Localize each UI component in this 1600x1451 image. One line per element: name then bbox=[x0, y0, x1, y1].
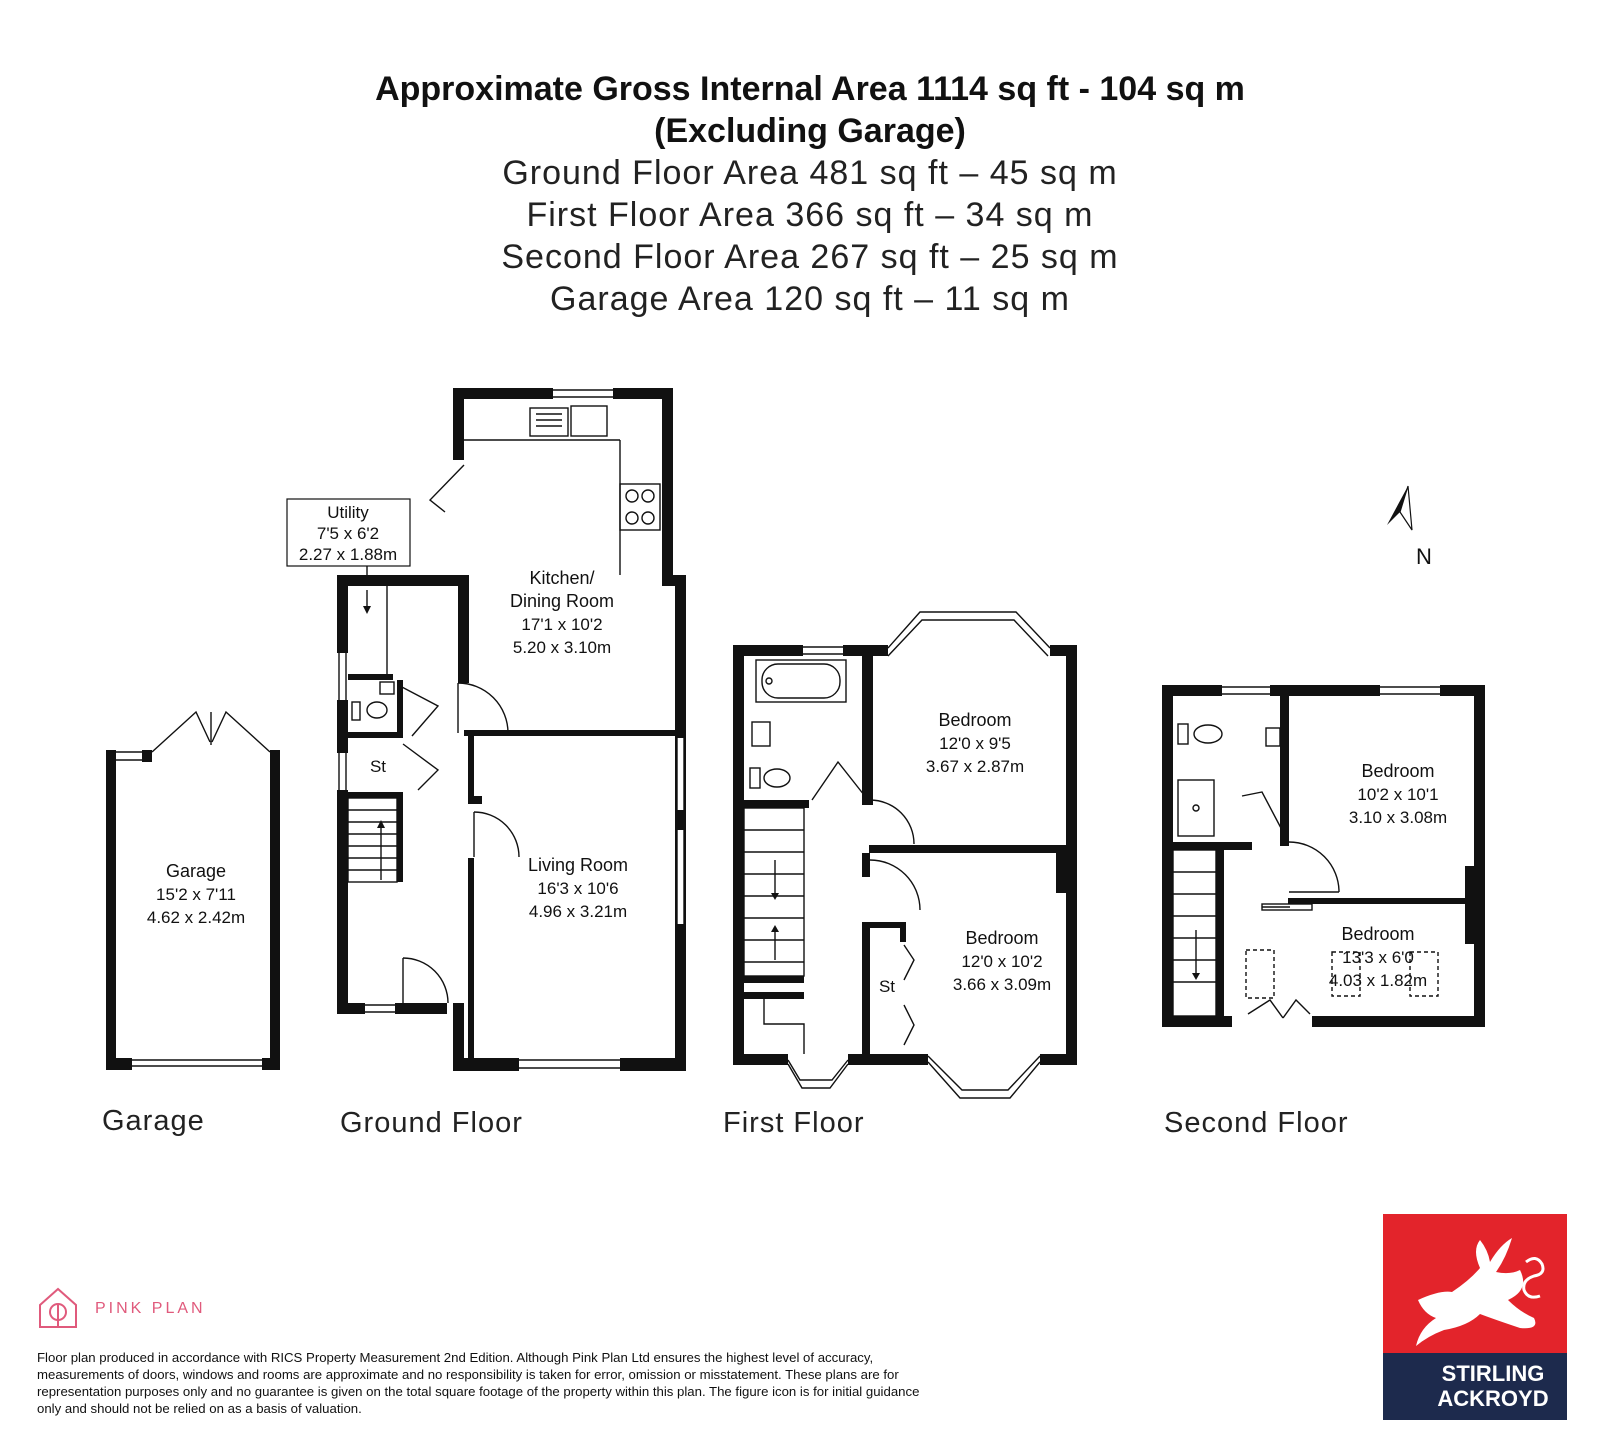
garage-room-metric: 4.62 x 2.42m bbox=[146, 908, 246, 927]
ground-floor-label: Ground Floor bbox=[340, 1107, 523, 1139]
gross-area-title: Approximate Gross Internal Area 1114 sq ft - 104 sq m bbox=[375, 70, 1245, 108]
compass-north-label: N bbox=[1416, 544, 1432, 569]
second-bedroom-2-name: Bedroom bbox=[1341, 924, 1415, 944]
second-bedroom-1-name: Bedroom bbox=[1361, 761, 1435, 781]
second-floor-label: Second Floor bbox=[1164, 1107, 1349, 1139]
utility-room-name: Utility bbox=[327, 503, 369, 522]
living-room-metric: 4.96 x 3.21m bbox=[528, 902, 628, 921]
first-bedroom-rear-name: Bedroom bbox=[938, 710, 1012, 730]
pink-plan-logo-icon bbox=[40, 1289, 76, 1327]
pink-plan-brand: PINK PLAN bbox=[95, 1300, 206, 1317]
stirling-ackroyd-logo bbox=[1383, 1214, 1567, 1420]
kitchen-room-name-1: Kitchen/ bbox=[529, 568, 595, 588]
ground-floor-plan bbox=[337, 388, 686, 1071]
first-store-label: St bbox=[878, 977, 896, 996]
first-floor-plan bbox=[733, 612, 1077, 1098]
kitchen-room-imperial: 17'1 x 10'2 bbox=[521, 615, 603, 634]
first-floor-label: First Floor bbox=[723, 1107, 865, 1139]
ground-store-label: St bbox=[369, 757, 387, 776]
utility-room-metric: 2.27 x 1.88m bbox=[298, 545, 398, 564]
garage-room-name: Garage bbox=[165, 861, 227, 881]
kitchen-room-metric: 5.20 x 3.10m bbox=[512, 638, 612, 657]
first-bedroom-front-metric: 3.66 x 3.09m bbox=[952, 975, 1052, 994]
second-floor-plan bbox=[1162, 685, 1485, 1027]
first-bedroom-rear-imperial: 12'0 x 9'5 bbox=[939, 734, 1011, 753]
first-bedroom-rear-metric: 3.67 x 2.87m bbox=[925, 757, 1025, 776]
first-bedroom-front-name: Bedroom bbox=[965, 928, 1039, 948]
first-floor-area: First Floor Area 366 sq ft – 34 sq m bbox=[526, 196, 1094, 234]
agent-name-line1: STIRLING bbox=[1441, 1361, 1545, 1386]
ground-floor-area: Ground Floor Area 481 sq ft – 45 sq m bbox=[502, 154, 1118, 192]
second-bedroom-2-imperial: 13'3 x 6'0 bbox=[1342, 948, 1414, 967]
garage-area: Garage Area 120 sq ft – 11 sq m bbox=[550, 280, 1070, 318]
living-room-name: Living Room bbox=[527, 855, 629, 875]
disclaimer-text: Floor plan produced in accordance with RICS Property Measurement 2nd Edition. Although Pink Plan Ltd ensures the highest level of accuracy, measurements of doors, windows and rooms are approximate and no responsibility is taken for error, omission or misstatement. These plans are for representation purposes only and no guarantee is given on the total square footage of the property within this plan. The figure icon is for initial guidance only and should not be relied on as a basis of valuation. bbox=[37, 1350, 920, 1416]
utility-room-imperial: 7'5 x 6'2 bbox=[316, 524, 380, 543]
excluding-garage-note: (Excluding Garage) bbox=[654, 112, 966, 150]
second-bedroom-1-metric: 3.10 x 3.08m bbox=[1348, 808, 1448, 827]
kitchen-room-name-2: Dining Room bbox=[509, 591, 615, 611]
garage-floor-label: Garage bbox=[102, 1105, 205, 1137]
second-bedroom-1-imperial: 10'2 x 10'1 bbox=[1357, 785, 1439, 804]
second-floor-area: Second Floor Area 267 sq ft – 25 sq m bbox=[501, 238, 1119, 276]
agent-name-line2: ACKROYD bbox=[1437, 1386, 1549, 1411]
garage-room-imperial: 15'2 x 7'11 bbox=[156, 885, 236, 904]
north-compass-icon bbox=[1387, 486, 1432, 569]
first-bedroom-front-imperial: 12'0 x 10'2 bbox=[961, 952, 1043, 971]
second-bedroom-2-metric: 4.03 x 1.82m bbox=[1328, 971, 1428, 990]
living-room-imperial: 16'3 x 10'6 bbox=[537, 879, 619, 898]
